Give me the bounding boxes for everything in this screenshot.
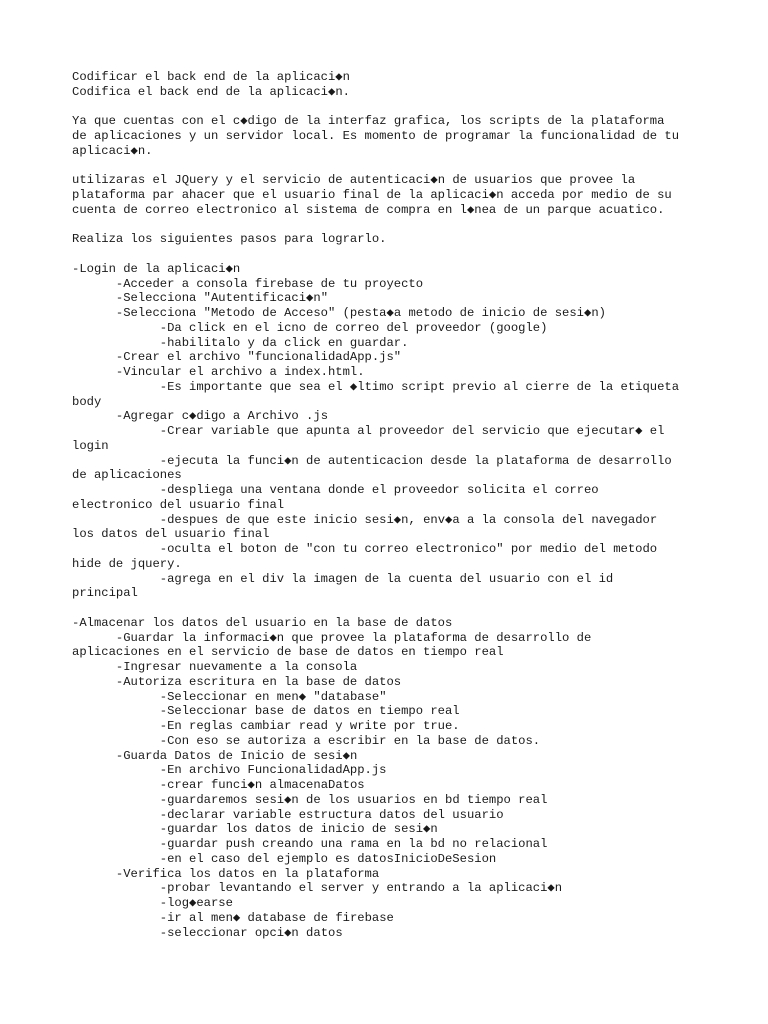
text-line: utilizaras el JQuery y el servicio de autenticaci◆n de usuarios que provee la [72, 173, 636, 188]
text-line [72, 247, 712, 262]
text-line: -ejecuta la funci◆n de autenticacion desde la plataforma de desarrollo [72, 453, 672, 468]
text-line [72, 159, 712, 174]
text-line: -Crear variable que apunta al proveedor del servicio que ejecutar◆ el [72, 424, 665, 438]
text-line: -Vincular el archivo a index.html. [72, 365, 365, 379]
text-line: -Guarda Datos de Inicio de sesi◆n [72, 748, 358, 763]
text-line: -seleccionar opci◆n datos [72, 925, 343, 940]
text-line: -Autoriza escritura en la base de datos [72, 674, 402, 689]
text-line: -Login de la aplicaci◆n [72, 261, 241, 276]
text-line: -en el caso del ejemplo es datosInicioDeSesion [72, 851, 497, 866]
text-line: principal [72, 586, 138, 601]
text-line: login [72, 438, 109, 453]
text-line: -Agregar c◆digo a Archivo .js [72, 409, 329, 424]
text-line: Codificar el back end de la aplicaci◆n [72, 70, 350, 84]
text-line: -Verifica los datos en la plataforma [72, 866, 380, 881]
text-line: -agrega en el div la imagen de la cuenta del usuario con el id [72, 571, 614, 586]
text-line: -Con eso se autoriza a escribir en la base de datos. [72, 733, 541, 748]
text-line: hide de jquery. [72, 556, 182, 571]
text-line: los datos del usuario final [72, 527, 270, 542]
text-line: -Guardar la informaci◆n que provee la plataforma de desarrollo de [72, 630, 592, 645]
text-line: -Selecciona "Autentificaci◆n" [72, 291, 329, 306]
text-line: -ir al men◆ database de firebase [72, 910, 394, 925]
text-line: plataforma par ahacer que el usuario final de la aplicaci◆n acceda por medio de su [72, 188, 672, 202]
text-line: Realiza los siguientes pasos para lograrlo. [72, 232, 387, 247]
text-line: -Selecciona "Metodo de Acceso" (pesta◆a metodo de inicio de sesi◆n) [72, 306, 606, 320]
text-line: -En archivo FuncionalidadApp.js [72, 763, 387, 778]
text-line: body [72, 394, 102, 409]
text-line: de aplicaciones [72, 468, 182, 483]
text-line: -guardar push creando una rama en la bd no relacional [72, 837, 548, 851]
text-line: -Acceder a consola firebase de tu proyecto [72, 276, 424, 291]
text-line: -Es importante que sea el ◆ltimo script previo al cierre de la etiqueta [72, 379, 680, 394]
text-line: aplicaciones en el servicio de base de datos en tiempo real [72, 645, 504, 660]
text-line: -despues de que este inicio sesi◆n, env◆a a la consola del navegador [72, 512, 658, 527]
text-line: -Almacenar los datos del usuario en la base de datos [72, 615, 453, 630]
text-line: -En reglas cambiar read y write por true. [72, 719, 460, 733]
text-line: Ya que cuentas con el c◆digo de la interfaz grafica, los scripts de la plataforma [72, 114, 665, 129]
text-line: de aplicaciones y un servidor local. Es momento de programar la funcionalidad de tu [72, 129, 680, 143]
text-line: aplicaci◆n. [72, 143, 153, 158]
text-line [72, 218, 712, 233]
text-line: -guardar los datos de inicio de sesi◆n [72, 822, 438, 837]
text-line: -Crear el archivo "funcionalidadApp.js" [72, 350, 402, 365]
text-line: cuenta de correo electronico al sistema de compra en l◆nea de un parque acuatico. [72, 202, 665, 217]
text-line: -probar levantando el server y entrando a la aplicaci◆n [72, 881, 563, 896]
text-line: -Da click en el icno de correo del proveedor (google) [72, 320, 548, 335]
text-line: -Seleccionar en men◆ "database" [72, 689, 387, 704]
text-line: Codifica el back end de la aplicaci◆n. [72, 84, 350, 99]
text-line: -guardaremos sesi◆n de los usuarios en bd tiempo real [72, 792, 548, 807]
text-line: -Seleccionar base de datos en tiempo real [72, 704, 460, 719]
text-line: electronico del usuario final [72, 497, 285, 512]
text-line: -despliega una ventana donde el proveedor solicita el correo [72, 483, 599, 497]
text-line: -oculta el boton de "con tu correo electronico" por medio del metodo [72, 542, 658, 556]
text-line [72, 100, 712, 115]
text-line [72, 601, 712, 616]
text-line: -crear funci◆n almacenaDatos [72, 778, 365, 792]
text-line: -habilitalo y da click en guardar. [72, 335, 409, 350]
text-line: -log◆earse [72, 896, 233, 910]
text-line: -declarar variable estructura datos del usuario [72, 807, 504, 822]
text-line: -Ingresar nuevamente a la consola [72, 660, 358, 674]
document-body [72, 70, 712, 940]
